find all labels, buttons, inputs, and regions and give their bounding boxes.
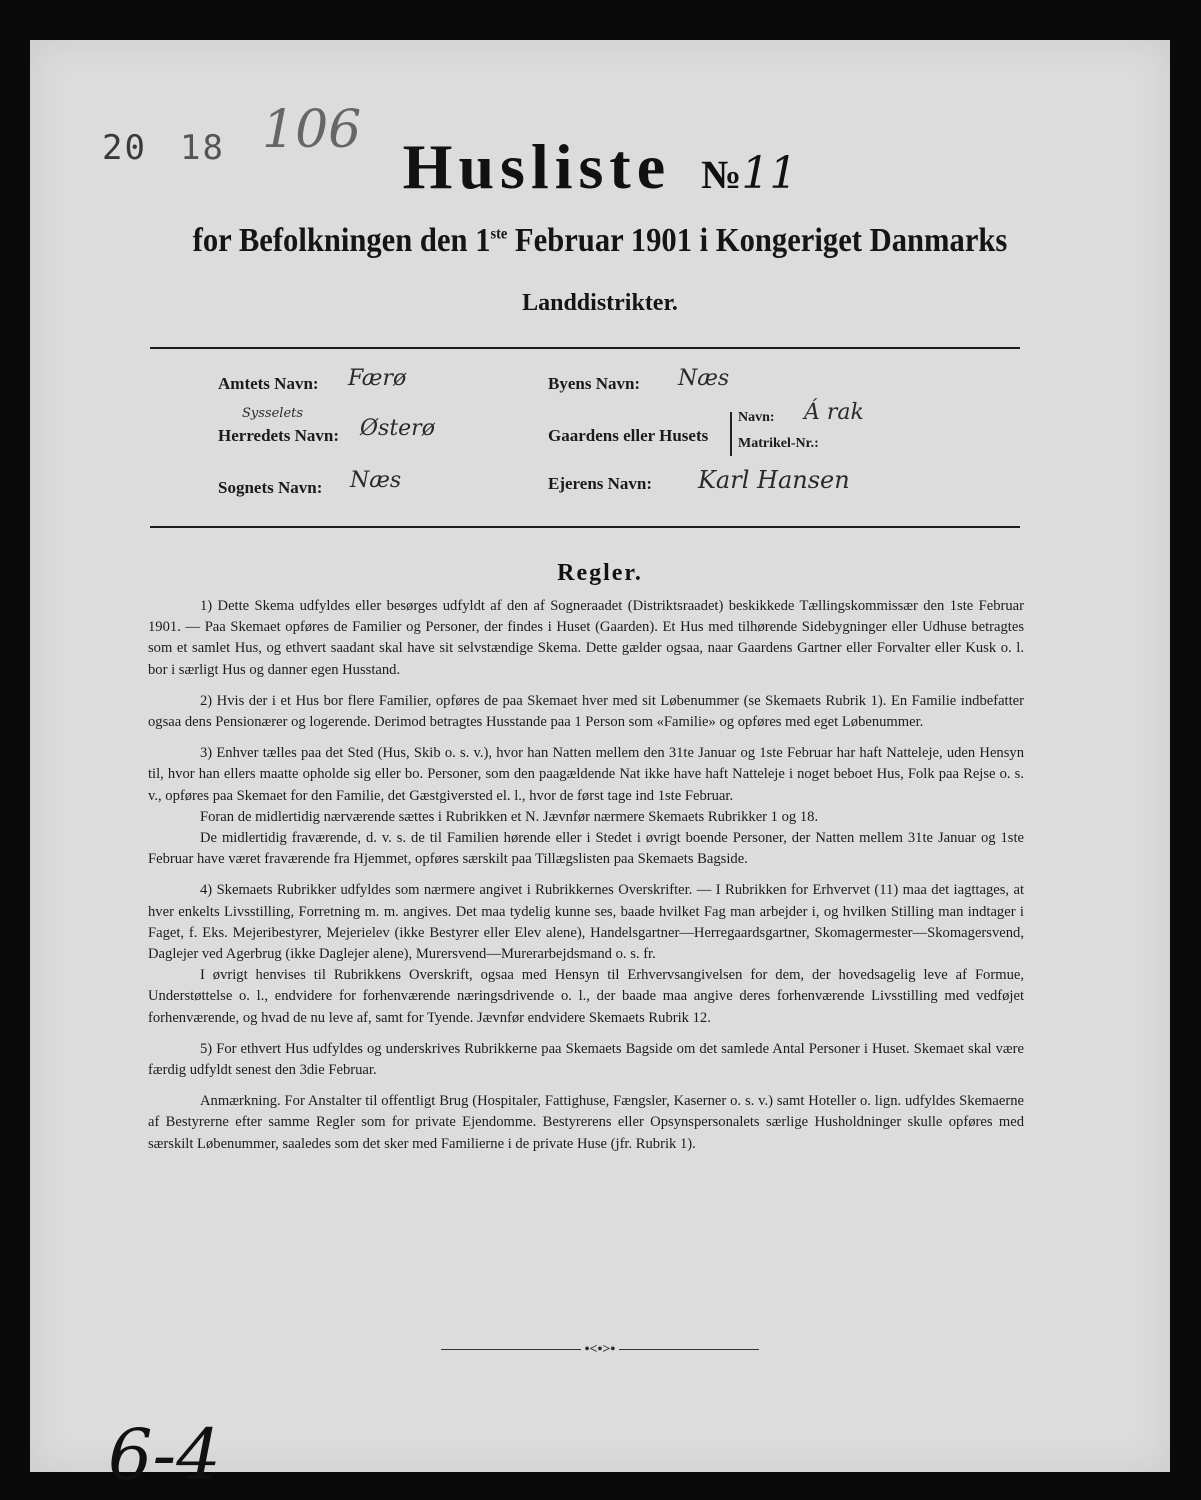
- by-label: Byens Navn:: [548, 374, 641, 393]
- subtitle-post: Februar 1901 i Kongeriget Danmarks: [507, 222, 1008, 259]
- amt-label: Amtets Navn:: [218, 374, 319, 393]
- title-number-label: №: [701, 152, 742, 197]
- census-form-page: [30, 40, 1170, 1496]
- annotation-note: Anmærkning. For Anstalter til offentligt Brug (Hospitaler, Fattighuse, Fængsler, Kaserner o. s. v.) samt Hoteller o. lign. udfyldes Skemaerne af Bestyrerne efter samme Regler som for private Ejendomme. Bestyrerens eller Opsynspersonalets særlige Husholdninger skulle opføres med særskilt Løbenummer, saaledes som det sker med Familierne i de private Huse (jfr. Rubrik 1).: [148, 1093, 1024, 1152]
- ejer-label: Ejerens Navn:: [548, 474, 653, 493]
- sogn-label: Sognets Navn:: [218, 478, 323, 497]
- subtitle-sup: ste: [490, 225, 508, 243]
- rule-3c: De midlertidig fraværende, d. v. s. de til Familien hørende eller i Stedet i øvrigt boende Personer, der Natten mellem 31te Januar og 1ste Februar have været fraværende fra Hjemmet, opføres særskilt paa Tillægslisten paa Skemaets Bagside.: [148, 830, 1024, 868]
- navn-label: Navn:: [738, 410, 775, 425]
- herred-annotation: Sysselets: [242, 406, 304, 421]
- divider-top: [150, 347, 1020, 349]
- page-title: [30, 130, 1170, 204]
- rule-3: 3) Enhver tælles paa det Sted (Hus, Skib o. s. v.), hvor han Natten mellem den 31te Januar og 1ste Februar har haft Natteleje, uden Hensyn til, hvor han ellers maatte opholde sig eller bo. Personer, som den paagældende Nat ikke have haft Natteleje i noget beboet Hus, Folk paa Rejse o. s. v., opføres paa Skemaet for den Familie, det Gæstgiversted el. l., hvor de først tage ind 1ste Februar.: [148, 745, 1024, 804]
- gaard-label: Gaardens eller Husets: [548, 426, 709, 445]
- ornament-center: •<•>•: [584, 1342, 616, 1357]
- rule-1: 1) Dette Skema udfyldes eller besørges udfyldt af den af Sogneraadet (Distriktsraadet) beskikkede Tællingskommissær den 1ste Februar 1901. — Paa Skemaet opføres de Familier og Personer, der findes i Huset (Gaarden). Et Hus med tilhørende Sidebygninger eller Udhuse betragtes som et samlet Hus, og ethvert saadant skal have sit selvstændige Skema. Dette gælder ogsaa, naar Gaardens Gartner eller Forvalter eller Kusk o. l. bor i særligt Hus og danner egen Husstand.: [148, 598, 1024, 678]
- by-value: Næs: [678, 366, 730, 391]
- archive-stamp-number: 20: [102, 128, 147, 168]
- ejer-value: Karl Hansen: [698, 466, 850, 494]
- amt-value: Færø: [348, 366, 407, 391]
- subtitle-districts: Landdistrikter.: [522, 290, 678, 316]
- gaard-bracket: [730, 412, 732, 456]
- rules-text: [148, 596, 1024, 1165]
- title-main: Husliste: [402, 131, 672, 202]
- subtitle-pre: for Befolkningen den 1: [192, 222, 491, 259]
- navn-value: Á rak: [804, 400, 864, 425]
- ornament-divider: [30, 1342, 1170, 1358]
- rule-4b: I øvrigt henvises til Rubrikkens Overskrift, ogsaa med Hensyn til Erhvervsangivelsen for dem, der hovedsagelig leve af Formue, Understøttelse o. l., endvidere for forhenværende næringsdrivende o. l., der baade maa angive deres forhenværende Livsstilling med vedføjet forhenværende, og hvad de nu leve af, samt for Tyende. Jævnfør endvidere Skemaets Rubrik 12.: [148, 967, 1024, 1026]
- herred-label: Herredets Navn:: [218, 426, 340, 445]
- sogn-value: Næs: [350, 468, 402, 493]
- rules-heading: Regler.: [557, 560, 643, 586]
- divider-bottom: [150, 526, 1020, 528]
- herred-value: Østerø: [360, 416, 435, 441]
- rule-5: 5) For ethvert Hus udfyldes og underskrives Rubrikkerne paa Skemaets Bagside om det samlede Antal Personer i Huset. Skemaet skal være færdig udfyldt senest den 3die Februar.: [148, 1040, 1024, 1079]
- archive-stamp-old: 18: [180, 128, 225, 168]
- title-number-value: 11: [741, 148, 798, 199]
- subtitle: [87, 222, 1113, 260]
- rule-3b: Foran de midlertidig nærværende sættes i Rubrikken et N. Jævnfør nærmere Skemaets Rubrikker 1 og 18.: [200, 808, 819, 825]
- rule-2: 2) Hvis der i et Hus bor flere Familier, opføres de paa Skemaet hver med sit Løbenummer (se Skemaets Rubrik 1). En Familie indbefatter ogsaa dens Pensionærer og logerende. Derimod betragtes Husstande paa 1 Person som «Familie» og opføres med eget Løbenummer.: [148, 692, 1024, 731]
- rule-4: 4) Skemaets Rubrikker udfyldes som nærmere angivet i Rubrikkernes Overskrifter. — I Rubrikken for Erhvervet (11) maa det iagttages, at hver enkelts Livsstilling, Forretning m. m. angives. Det maa tydelig kunne ses, baade hvilket Fag man arbejder i, og hvilken Stilling man indtager i Faget, f. Eks. Mejeribestyrer, Mejerielev (ikke Bestyrer eller Elev alene), Handelsgartner—Herregaardsgartner, Skomagermester—Skomagersvend, Daglejer ved Agerbrug (ikke Daglejer alene), Murersvend—Murerarbejdsmand o. s. fr.: [148, 882, 1024, 963]
- handwritten-bottom-note: 6-4: [108, 1414, 221, 1496]
- matrikel-label: Matrikel-Nr.:: [738, 436, 819, 451]
- handwritten-page-number: 106: [262, 100, 362, 160]
